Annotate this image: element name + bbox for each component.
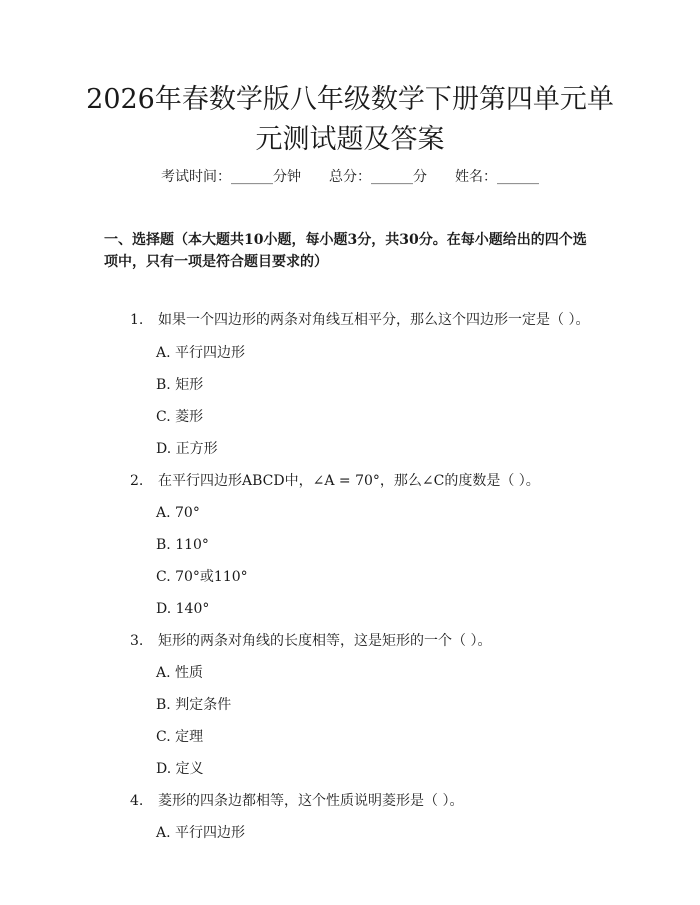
question-2 bbox=[130, 471, 610, 491]
question-text: 矩形的两条对角线的长度相等，这是矩形的一个（ ）。 bbox=[158, 633, 492, 649]
question-3-option-a: A. 性质 bbox=[156, 665, 204, 681]
section-heading-line-1: 一、选择题（本大题共10小题，每小题3分，共30分。在每小题给出的四个选 bbox=[104, 232, 587, 248]
question-4 bbox=[130, 791, 610, 811]
question-text: 菱形的四条边都相等，这个性质说明菱形是（ ）。 bbox=[158, 793, 464, 809]
exam-title-line-2: 元测试题及答案 bbox=[255, 124, 445, 155]
question-text: 如果一个四边形的两条对角线互相平分，那么这个四边形一定是（ ）。 bbox=[158, 312, 590, 328]
exam-time-field: 考试时间：______分钟 bbox=[161, 169, 301, 185]
question-number: 2. bbox=[130, 473, 144, 489]
question-3-option-b: B. 判定条件 bbox=[156, 697, 232, 713]
question-3-option-c: C. 定理 bbox=[156, 729, 204, 745]
question-number: 3. bbox=[130, 633, 144, 649]
question-3 bbox=[130, 631, 610, 651]
question-number: 1. bbox=[130, 312, 144, 328]
question-3-option-d: D. 定义 bbox=[156, 761, 204, 777]
question-2-option-b: B. 110° bbox=[156, 537, 209, 553]
question-1-option-d: D. 正方形 bbox=[156, 441, 218, 457]
question-text: 在平行四边形ABCD中，∠A = 70°，那么∠C的度数是（ ）。 bbox=[158, 473, 540, 489]
section-heading-multiple-choice bbox=[104, 229, 604, 273]
question-number: 4. bbox=[130, 793, 144, 809]
question-2-option-a: A. 70° bbox=[156, 505, 200, 521]
question-4-option-a: A. 平行四边形 bbox=[156, 825, 246, 841]
question-2-option-c: C. 70°或110° bbox=[156, 569, 248, 585]
question-1 bbox=[130, 310, 610, 330]
exam-title bbox=[60, 80, 640, 160]
question-2-option-d: D. 140° bbox=[156, 601, 210, 617]
total-score-field: 总分：______分 bbox=[329, 169, 427, 185]
exam-title-line-1: 2026年春数学版八年级数学下册第四单元单 bbox=[86, 84, 614, 115]
question-1-option-b: B. 矩形 bbox=[156, 377, 204, 393]
question-1-option-a: A. 平行四边形 bbox=[156, 345, 246, 361]
section-heading-line-2: 项中，只有一项是符合题目要求的） bbox=[104, 254, 328, 270]
question-1-option-c: C. 菱形 bbox=[156, 409, 204, 425]
exam-meta bbox=[0, 167, 700, 187]
student-name-field: 姓名：______ bbox=[455, 169, 539, 185]
